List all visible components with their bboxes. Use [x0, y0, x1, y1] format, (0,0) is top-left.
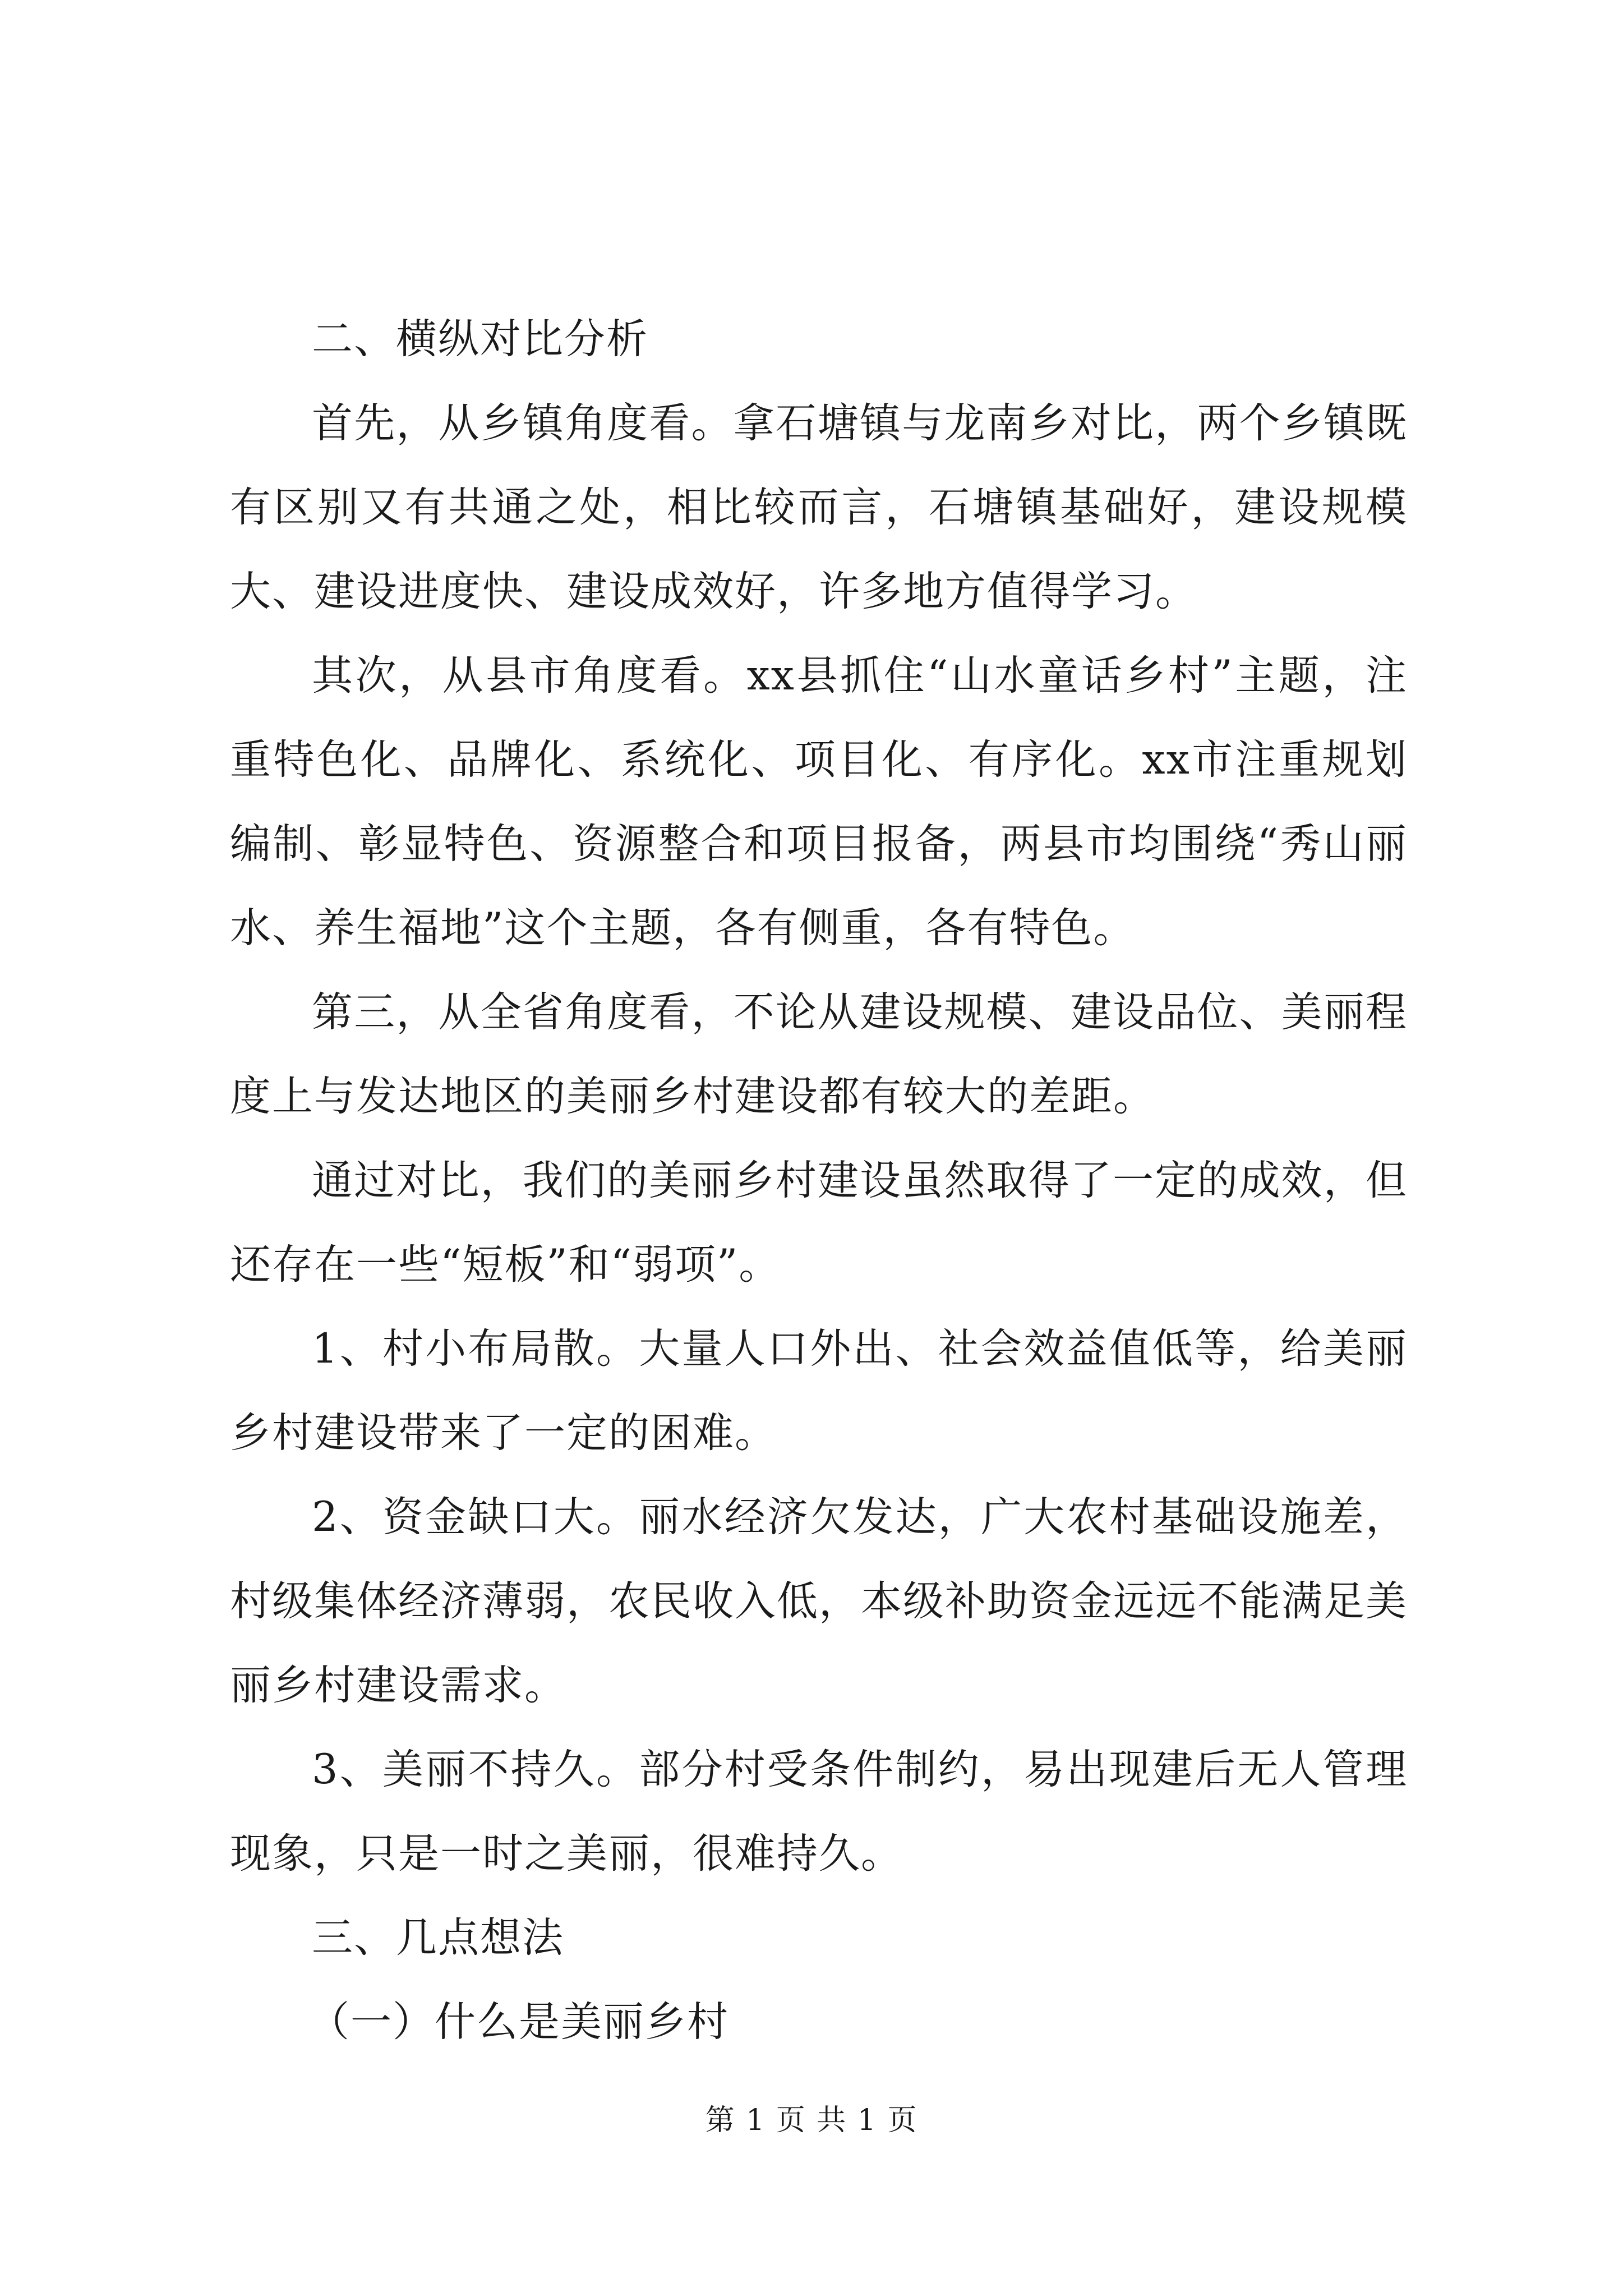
paragraph-township-comparison: 首先，从乡镇角度看。拿石塘镇与龙南乡对比，两个乡镇既有区别又有共通之处，相比较而言，石塘镇基础好，建设规模大、建设进度快、建设成效好，许多地方值得学习。: [230, 399, 1408, 615]
page-footer: 第 1 页 共 1 页: [705, 2104, 918, 2137]
paragraph-county-comparison: 其次，从县市角度看。xx县抓住“山水童话乡村”主题，注重特色化、品牌化、系统化、项目化、有序化。xx市注重规划编制、彰显特色、资源整合和项目报备，两县市均围绕“秀山丽水、养生福地”这个主题，各有侧重，各有特色。: [230, 652, 1408, 952]
list-item-2: 2、资金缺口大。丽水经济欠发达，广大农村基础设施差，村级集体经济薄弱，农民收入低，本级补助资金远远不能满足美丽乡村建设需求。: [230, 1493, 1408, 1709]
subsection-heading: （一）什么是美丽乡村: [308, 1998, 729, 2046]
document-body: [230, 297, 1408, 2064]
paragraph-province-comparison: 第三，从全省角度看，不论从建设规模、建设品位、美丽程度上与发达地区的美丽乡村建设都有较大的差距。: [230, 988, 1408, 1120]
section-heading-comparison: 二、横纵对比分析: [312, 315, 648, 363]
section-heading-thoughts: 三、几点想法: [312, 1914, 564, 1962]
list-item-1: 1、村小布局散。大量人口外出、社会效益值低等，给美丽乡村建设带来了一定的困难。: [230, 1325, 1408, 1457]
list-item-3: 3、美丽不持久。部分村受条件制约，易出现建后无人管理现象，只是一时之美丽，很难持久。: [230, 1746, 1408, 1878]
paragraph-summary: 通过对比，我们的美丽乡村建设虽然取得了一定的成效，但还存在一些“短板”和“弱项”。: [230, 1157, 1408, 1289]
